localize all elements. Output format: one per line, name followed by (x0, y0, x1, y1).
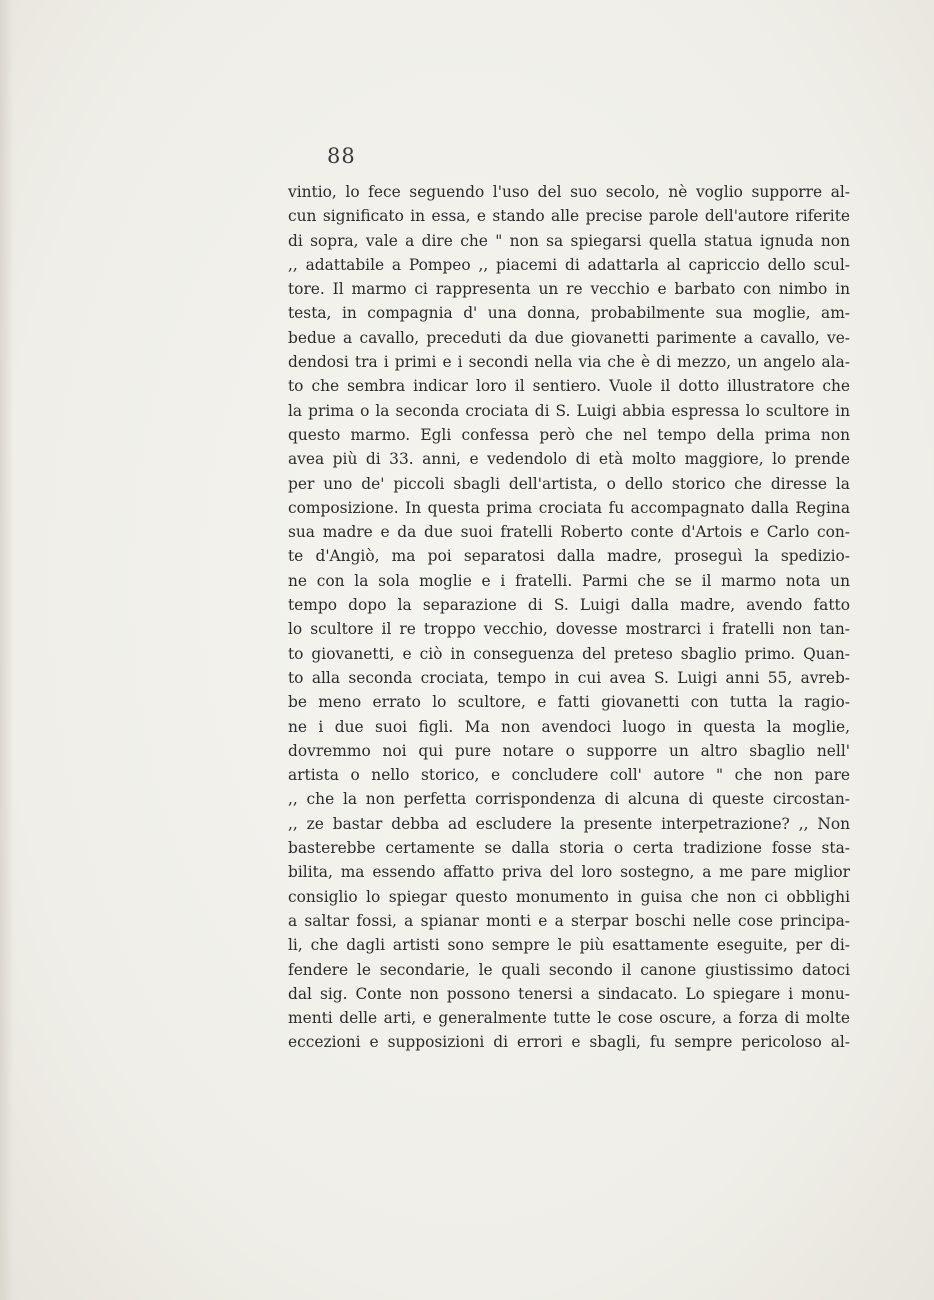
text-line: a saltar fossi, a spianar monti e a sterpar boschi nelle cose principa- (288, 911, 850, 930)
text-line: ne i due suoi figli. Ma non avendoci luogo in questa la moglie, (288, 717, 850, 736)
text-line: dendosi tra i primi e i secondi nella via che è di mezzo, un angelo ala- (288, 353, 850, 372)
text-line: ,, adattabile a Pompeo ,, piacemi di adattarla al capriccio dello scul- (288, 255, 850, 274)
text-line: testa, in compagnia d' una donna, probabilmente sua moglie, am- (288, 304, 850, 323)
text-line: di sopra, vale a dire che " non sa spiegarsi quella statua ignuda non (288, 231, 850, 250)
text-line: bilita, ma essendo affatto priva del loro sostegno, a me pare miglior (288, 863, 850, 882)
text-line: fendere le secondarie, le quali secondo il canone giustissimo datoci (288, 960, 850, 979)
text-line: ne con la sola moglie e i fratelli. Parmi che se il marmo nota un (288, 571, 850, 590)
text-line: artista o nello storico, e concludere coll' autore " che non pare (288, 766, 850, 785)
text-line: la prima o la seconda crociata di S. Luigi abbia espressa lo scultore in (288, 401, 850, 420)
text-line: consiglio lo spiegar questo monumento in guisa che non ci obblighi (288, 887, 850, 906)
text-line: dal sig. Conte non possono tenersi a sindacato. Lo spiegare i monu- (288, 984, 850, 1003)
text-line: te d'Angiò, ma poi separatosi dalla madre, proseguì la spedizio- (288, 547, 850, 566)
text-line: eccezioni e supposizioni di errori e sbagli, fu sempre pericoloso al- (288, 1033, 850, 1052)
page-number: 88 (327, 144, 356, 168)
text-line: be meno errato lo scultore, e fatti giovanetti con tutta la ragio- (288, 693, 850, 712)
text-line: bedue a cavallo, preceduti da due giovanetti parimente a cavallo, ve- (288, 328, 850, 347)
text-line: cun significato in essa, e stando alle precise parole dell'autore riferite (288, 207, 850, 226)
text-line: li, che dagli artisti sono sempre le più esattamente eseguite, per di- (288, 936, 850, 955)
text-line: lo scultore il re troppo vecchio, dovesse mostrarci i fratelli non tan- (288, 620, 850, 639)
text-line: ,, che la non perfetta corrispondenza di alcuna di queste circostan- (288, 790, 850, 809)
text-line: to che sembra indicar loro il sentiero. Vuole il dotto illustratore che (288, 377, 850, 396)
text-line: per uno de' piccoli sbagli dell'artista, o dello storico che diresse la (288, 474, 850, 493)
text-line: basterebbe certamente se dalla storia o certa tradizione fosse sta- (288, 839, 850, 858)
text-line: questo marmo. Egli confessa però che nel tempo della prima non (288, 425, 850, 444)
page-edge-shadow (0, 0, 14, 1300)
text-line: to giovanetti, e ciò in conseguenza del preteso sbaglio primo. Quan- (288, 644, 850, 663)
body-text (288, 180, 850, 1055)
text-line: vintio, lo fece seguendo l'uso del suo secolo, nè voglio supporre al- (288, 183, 850, 201)
text-line: tempo dopo la separazione di S. Luigi dalla madre, avendo fatto (288, 596, 850, 615)
text-line: dovremmo noi qui pure notare o supporre un altro sbaglio nell' (288, 741, 850, 760)
text-line: sua madre e da due suoi fratelli Roberto conte d'Artois e Carlo con- (288, 523, 850, 542)
text-line: ,, ze bastar debba ad escludere la presente interpetrazione? ,, Non (288, 814, 850, 833)
text-line: menti delle arti, e generalmente tutte le cose oscure, a forza di molte (288, 1009, 850, 1028)
text-line: tore. Il marmo ci rappresenta un re vecchio e barbato con nimbo in (288, 280, 850, 299)
text-line: to alla seconda crociata, tempo in cui avea S. Luigi anni 55, avreb- (288, 668, 850, 687)
text-line: avea più di 33. anni, e vedendolo di età molto maggiore, lo prende (288, 450, 850, 469)
text-line: composizione. In questa prima crociata fu accompagnato dalla Regina (288, 498, 850, 517)
